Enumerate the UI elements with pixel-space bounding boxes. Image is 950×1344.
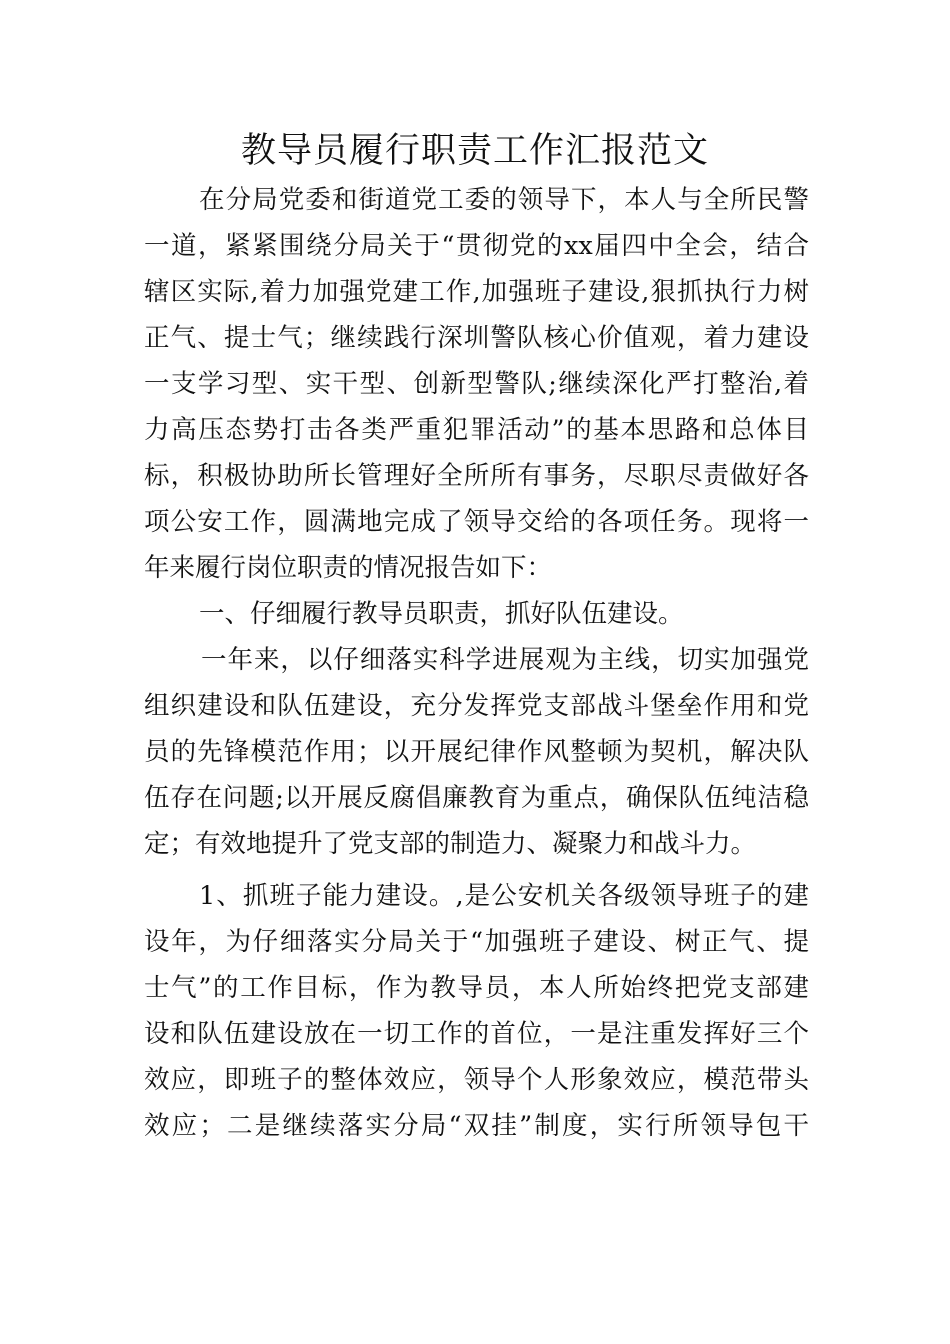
- paragraph-line: 正气、提士气；继续践行深圳警队核心价值观，着力建设: [144, 323, 809, 353]
- document-title: 教导员履行职责工作汇报范文: [240, 131, 709, 171]
- paragraph-line: 一支学习型、实干型、创新型警队;继续深化严打整治,着: [144, 369, 809, 399]
- paragraph-line: 设年，为仔细落实分局关于“加强班子建设、树正气、提: [144, 927, 809, 957]
- paragraph-line: 在分局党委和街道党工委的领导下，本人与全所民警: [199, 185, 809, 215]
- paragraph-line: 力高压态势打击各类严重犯罪活动”的基本思路和总体目: [144, 415, 809, 445]
- paragraph-line: 组织建设和队伍建设，充分发挥党支部战斗堡垒作用和党: [144, 691, 809, 721]
- paragraph-line: 年来履行岗位职责的情况报告如下：: [144, 553, 553, 583]
- document-body: [144, 177, 809, 1149]
- paragraph-line: 1、抓班子能力建设。,是公安机关各级领导班子的建: [199, 881, 809, 911]
- section-heading: 一、仔细履行教导员职责，抓好队伍建设。: [199, 599, 684, 629]
- paragraph-line: 设和队伍建设放在一切工作的首位，一是注重发挥好三个: [144, 1019, 809, 1049]
- paragraph-line: 效应，即班子的整体效应，领导个人形象效应，模范带头: [144, 1065, 809, 1095]
- paragraph-line: 一道，紧紧围绕分局关于“贯彻党的xx届四中全会，结合: [144, 231, 809, 261]
- paragraph-line: 效应；二是继续落实分局“双挂”制度，实行所领导包干: [144, 1111, 809, 1141]
- paragraph-line: 项公安工作，圆满地完成了领导交给的各项任务。现将一: [144, 507, 809, 537]
- paragraph-line: 辖区实际,着力加强党建工作,加强班子建设,狠抓执行力树: [144, 277, 809, 307]
- paragraph-line: 标，积极协助所长管理好全所所有事务，尽职尽责做好各: [144, 461, 809, 491]
- paragraph-line: 员的先锋模范作用；以开展纪律作风整顿为契机，解决队: [144, 737, 809, 767]
- paragraph-line: 定；有效地提升了党支部的制造力、凝聚力和战斗力。: [144, 829, 757, 859]
- paragraph-line: 士气”的工作目标，作为教导员，本人所始终把党支部建: [144, 973, 809, 1003]
- paragraph-line: 伍存在问题;以开展反腐倡廉教育为重点，确保队伍纯洁稳: [144, 783, 809, 813]
- paragraph-line: 一年来，以仔细落实科学进展观为主线，切实加强党: [201, 645, 809, 675]
